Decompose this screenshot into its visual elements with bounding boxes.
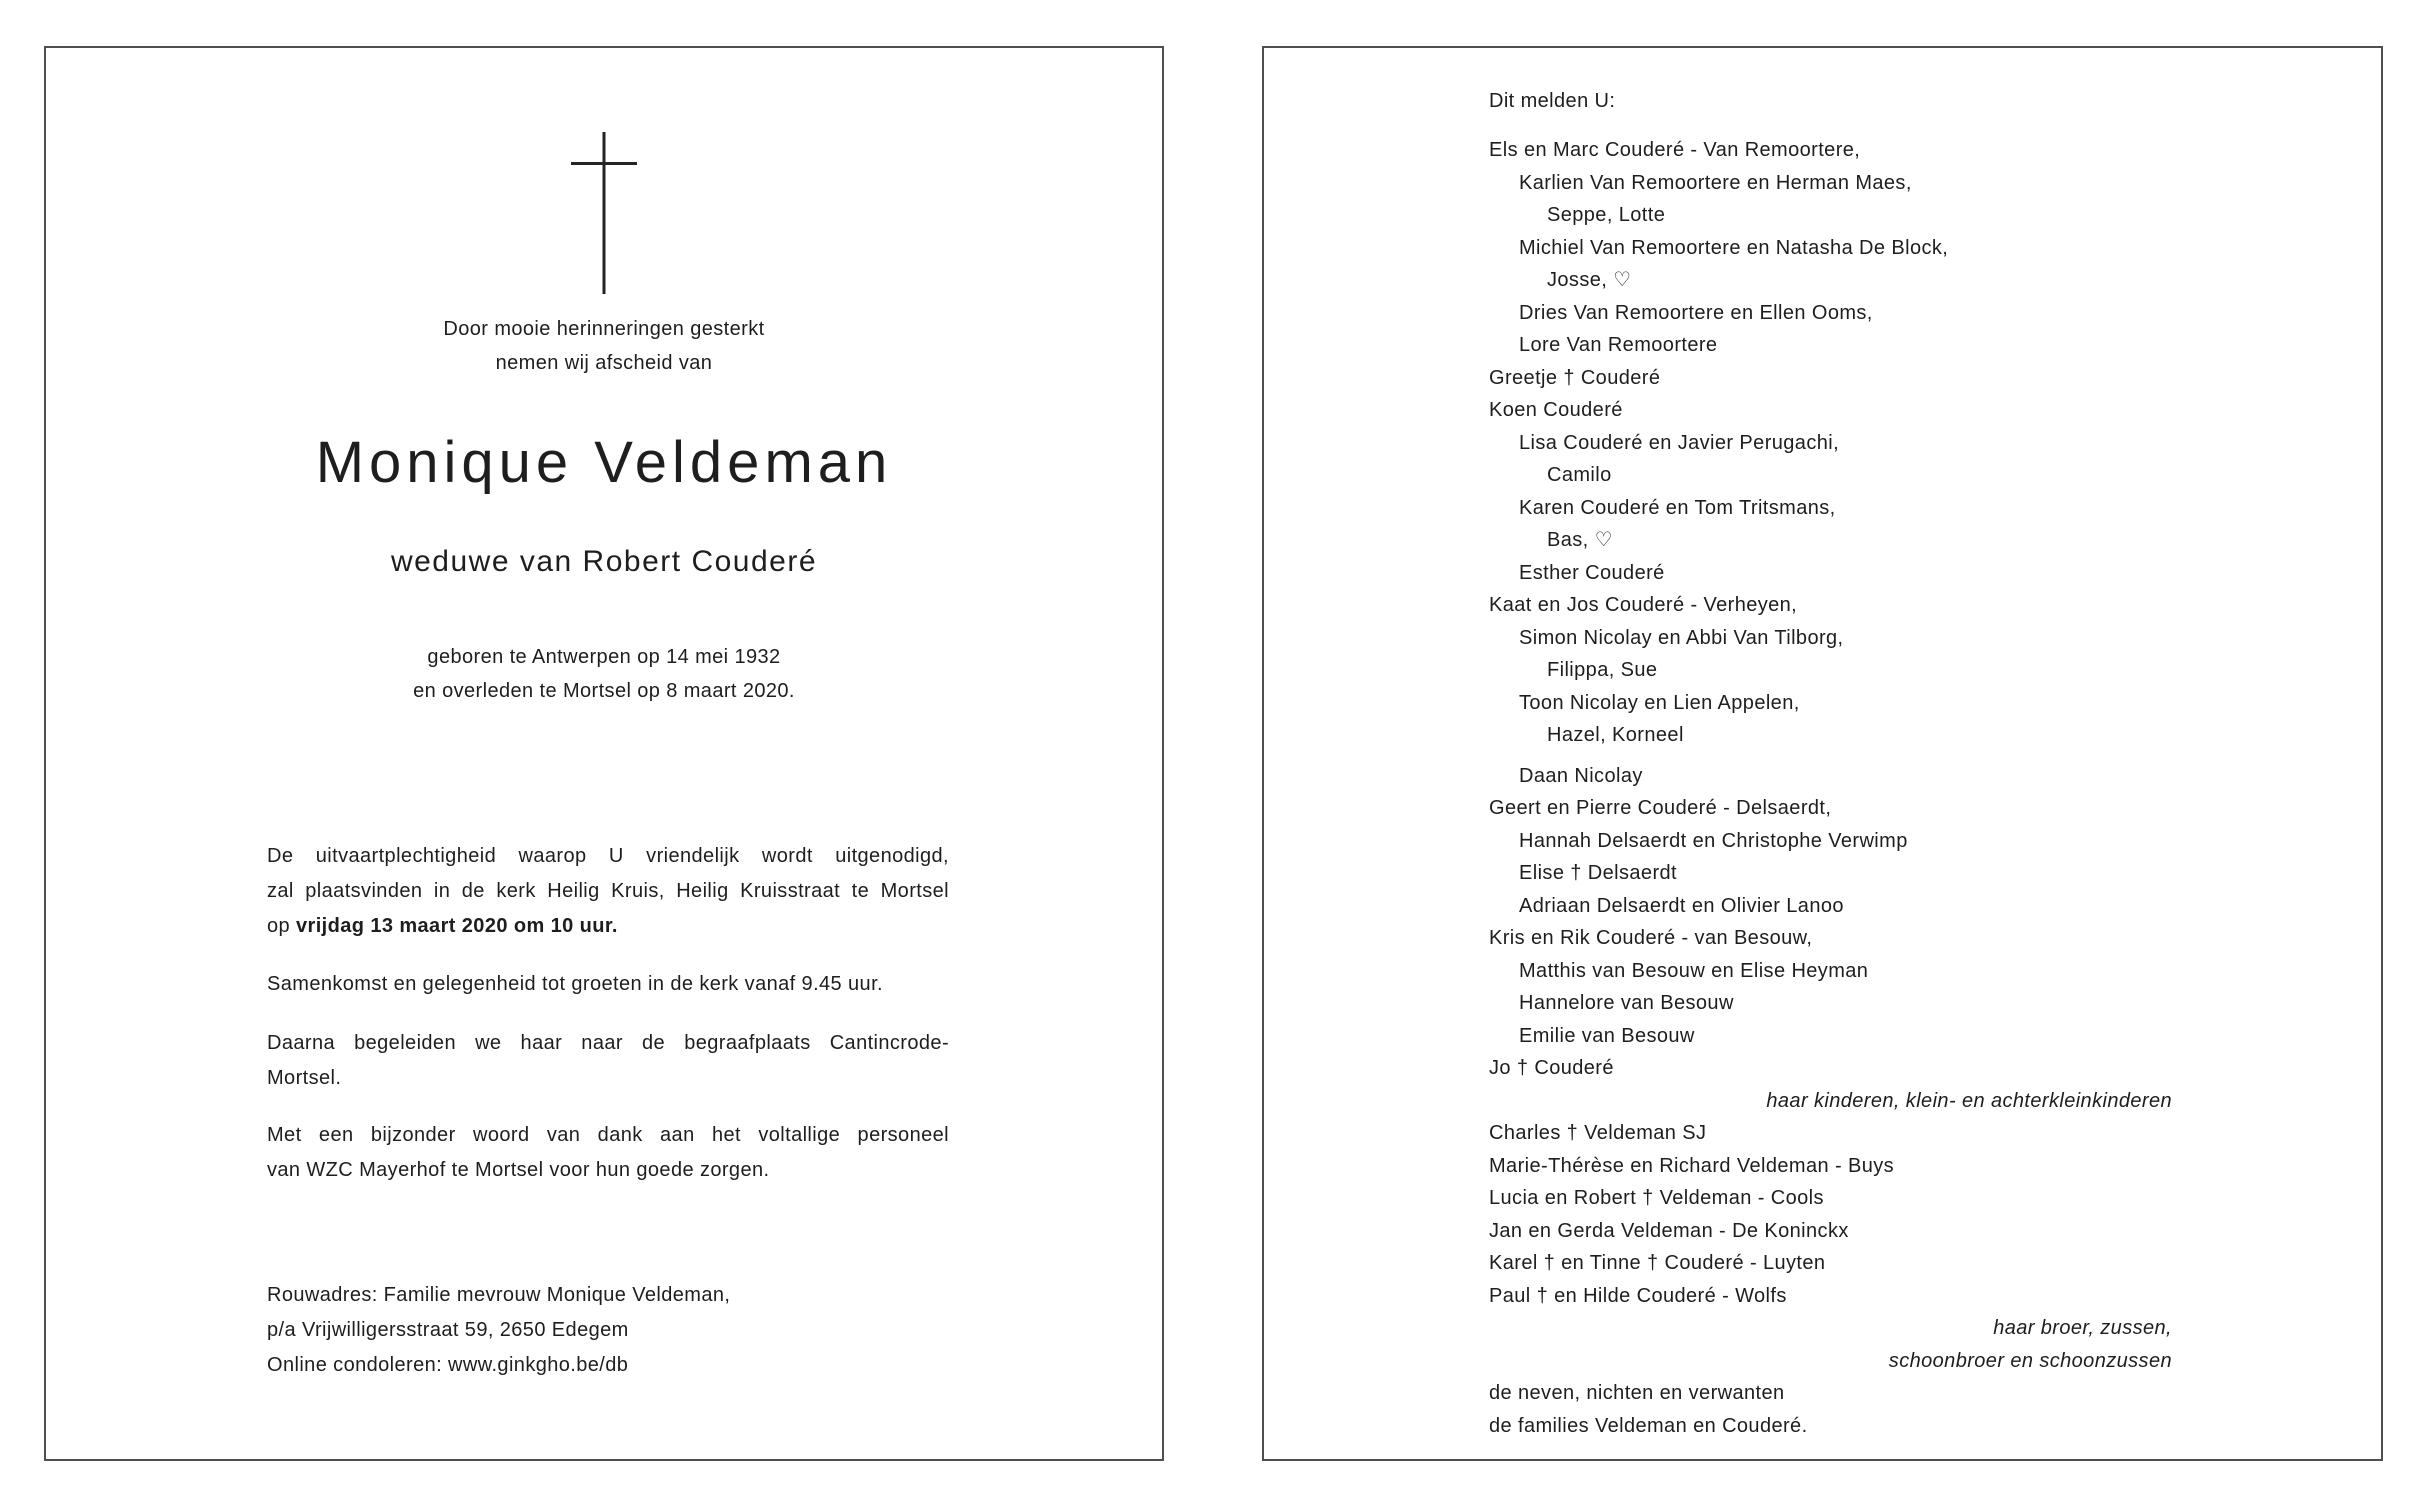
text-line: zal plaatsvinden in de kerk Heilig Kruis, Heilig Kruisstraat te Mortsel (267, 880, 949, 902)
family-member-line: Geert en Pierre Couderé - Delsaerdt, (1489, 797, 1832, 819)
family-member-line: Hannelore van Besouw (1519, 992, 1734, 1014)
online-condolence-line: Online condoleren: www.ginkgho.be/db (267, 1354, 629, 1376)
family-member-line: Els en Marc Couderé - Van Remoortere, (1489, 139, 1861, 161)
relation-summary-line: haar broer, zussen, (1993, 1317, 2172, 1339)
family-member-line: Simon Nicolay en Abbi Van Tilborg, (1519, 626, 1844, 649)
relation-line: weduwe van Robert Couderé (390, 545, 818, 578)
family-member-line: Seppe, Lotte (1547, 204, 1666, 226)
text-line: nemen wij afscheid van (495, 352, 713, 374)
ceremony-date-bold: vrijdag 13 maart 2020 om 10 uur. (296, 915, 618, 937)
family-member-line: Lore Van Remoortere (1519, 334, 1718, 356)
family-list-heading: Dit melden U: (1489, 90, 1616, 112)
family-member-line: Josse, ♡ (1547, 269, 1632, 291)
relation-summary-line: schoonbroer en schoonzussen (1888, 1349, 2172, 1372)
text-line: Door mooie herinneringen gesterkt (443, 318, 765, 340)
family-member-line: Hazel, Korneel (1547, 724, 1684, 746)
family-member-line: Daan Nicolay (1519, 764, 1643, 787)
family-page (1262, 46, 2383, 1461)
family-member-line: Kris en Rik Couderé - van Besouw, (1489, 927, 1813, 949)
text-line: De uitvaartplechtigheid waarop U vriendelijk wordt uitgenodigd, (267, 845, 949, 867)
family-member-line: Adriaan Delsaerdt en Olivier Lanoo (1519, 894, 1844, 917)
burial-paragraph (267, 1026, 949, 1096)
cross-horizontal-bar (571, 162, 637, 165)
family-member-line: Hannah Delsaerdt en Christophe Verwimp (1519, 829, 1908, 852)
family-member-line: Michiel Van Remoortere en Natasha De Block, (1519, 236, 1949, 259)
family-member-line: Karlien Van Remoortere en Herman Maes, (1519, 171, 1912, 194)
life-dates (46, 640, 1162, 708)
family-member-line: de families Veldeman en Couderé. (1489, 1414, 1808, 1437)
deceased-name: Monique Veldeman (315, 430, 893, 495)
text-line: Met een bijzonder woord van dank aan het voltallige personeel (267, 1124, 949, 1146)
family-member-line: de neven, nichten en verwanten (1489, 1382, 1785, 1404)
family-list (1489, 134, 2172, 1442)
cross-vertical-bar (603, 132, 606, 294)
latin-cross-icon (46, 132, 1162, 294)
gathering-paragraph: Samenkomst en gelegenheid tot groeten in de kerk vanaf 9.45 uur. (267, 973, 883, 995)
family-member-line: Dries Van Remoortere en Ellen Ooms, (1519, 301, 1873, 324)
text-line: en overleden te Mortsel op 8 maart 2020. (413, 680, 795, 702)
family-member-line: Karen Couderé en Tom Tritsmans, (1519, 496, 1836, 519)
family-member-line: Kaat en Jos Couderé - Verheyen, (1489, 594, 1798, 616)
announcement-page (44, 46, 1164, 1461)
text-line: Mortsel. (267, 1067, 342, 1089)
intro-text (46, 312, 1162, 380)
text-line: van WZC Mayerhof te Mortsel voor hun goede zorgen. (267, 1159, 770, 1181)
text-line (267, 909, 949, 944)
family-member-line: Koen Couderé (1489, 399, 1623, 421)
family-member-line: Toon Nicolay en Lien Appelen, (1519, 691, 1800, 714)
family-member-line: Jan en Gerda Veldeman - De Koninckx (1489, 1219, 1849, 1242)
mourning-address-line: Rouwadres: Familie mevrouw Monique Veldeman, (267, 1284, 731, 1306)
family-member-line: Esther Couderé (1519, 561, 1665, 584)
relation-summary-line: haar kinderen, klein- en achterkleinkinderen (1766, 1089, 2172, 1112)
family-member-line: Paul † en Hilde Couderé - Wolfs (1489, 1284, 1787, 1307)
family-member-line: Charles † Veldeman SJ (1489, 1122, 1707, 1144)
ceremony-date-prefix: op (267, 915, 297, 937)
family-member-line: Matthis van Besouw en Elise Heyman (1519, 959, 1869, 982)
family-member-line: Filippa, Sue (1547, 659, 1658, 681)
family-member-line: Karel † en Tinne † Couderé - Luyten (1489, 1252, 1826, 1274)
family-member-line: Lisa Couderé en Javier Perugachi, (1519, 431, 1840, 454)
family-member-line: Jo † Couderé (1489, 1057, 1614, 1079)
family-member-line: Marie-Thérèse en Richard Veldeman - Buys (1489, 1154, 1895, 1177)
family-member-line: Lucia en Robert † Veldeman - Cools (1489, 1187, 1824, 1209)
family-member-line: Greetje † Couderé (1489, 366, 1661, 389)
text-line: Daarna begeleiden we haar naar de begraafplaats Cantincrode- (267, 1032, 949, 1054)
mourning-address-line: p/a Vrijwilligersstraat 59, 2650 Edegem (267, 1319, 629, 1341)
ceremony-paragraph (267, 839, 949, 944)
contact-block (267, 1278, 949, 1383)
thanks-paragraph (267, 1118, 949, 1188)
family-member-line: Elise † Delsaerdt (1519, 862, 1677, 884)
family-member-line: Camilo (1547, 464, 1612, 486)
family-member-line: Emilie van Besouw (1519, 1024, 1695, 1047)
text-line: geboren te Antwerpen op 14 mei 1932 (427, 646, 781, 668)
family-member-line: Bas, ♡ (1547, 529, 1613, 551)
